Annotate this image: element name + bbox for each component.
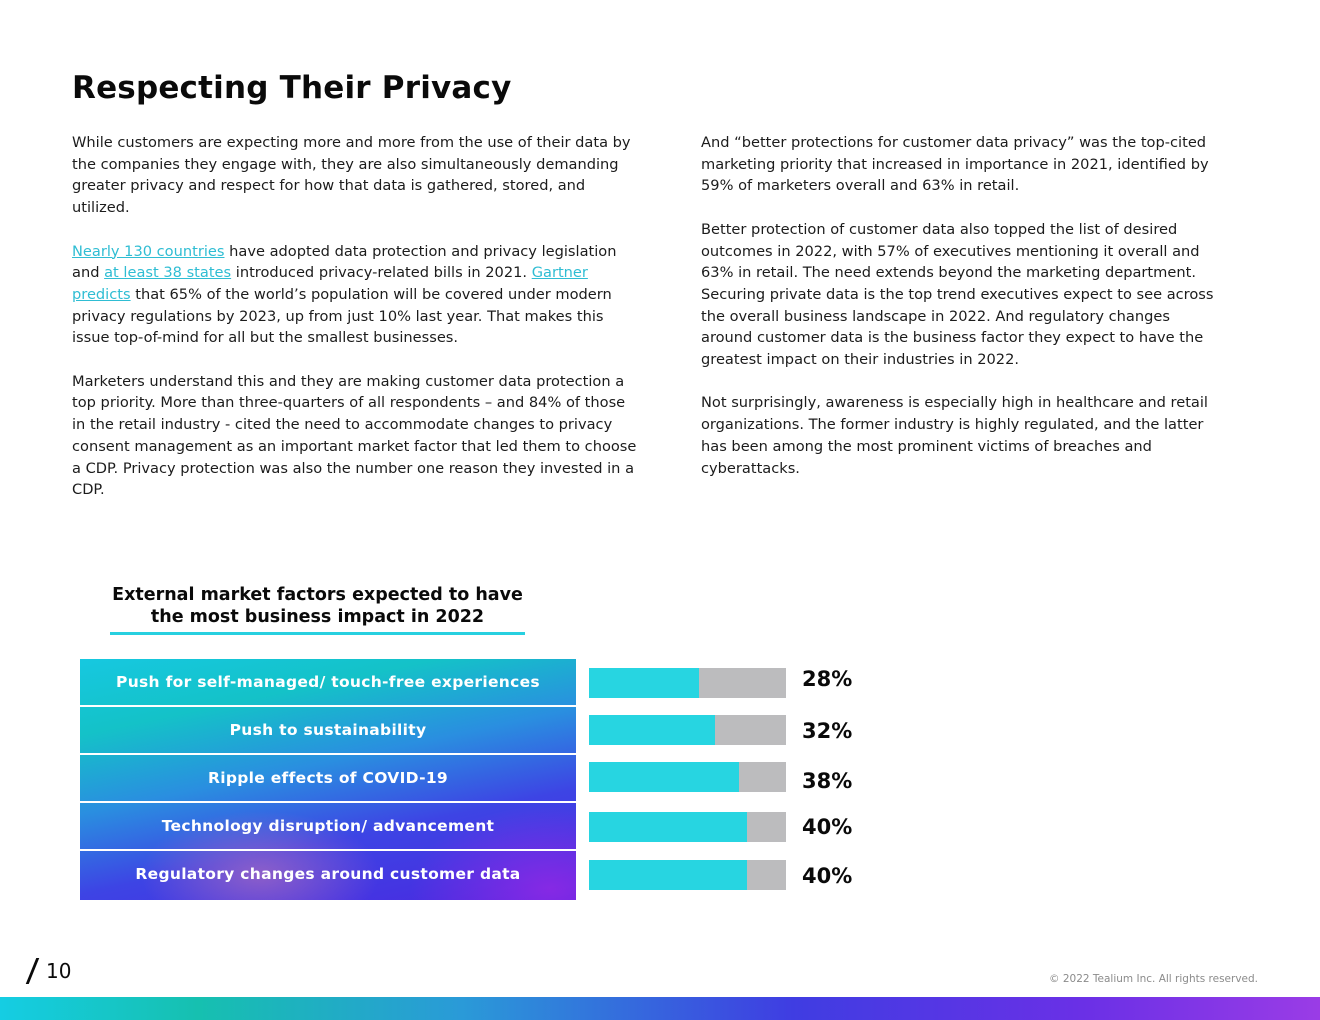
- footer-gradient-bar: [0, 997, 1320, 1020]
- states-link[interactable]: at least 38 states: [104, 264, 232, 282]
- right-paragraph-1: And “better protections for customer data privacy” was the top-cited marketing priority that increased in importance in 2021, identified by 59% of marketers overall and 63% in retail.: [701, 134, 1209, 195]
- countries-link[interactable]: Nearly 130 countries: [72, 242, 225, 260]
- left-paragraph-2-text-2: introduced privacy-related bills in 2021.: [231, 264, 532, 282]
- page-number: [26, 956, 86, 986]
- bar: [589, 715, 715, 745]
- chart-title: [110, 584, 525, 628]
- left-paragraph-3: Marketers understand this and they are making customer data protection a top priority. More than three-quarters of all respondents – and 84% of those in the retail industry - cited the need to accommodate changes to privacy consent management as an important market factor that led them to choose a CDP. Privacy protection was also the number one reason they invested in a CDP.: [72, 372, 637, 499]
- bar-value-label: 28%: [802, 667, 853, 691]
- page-number-text: 10: [46, 959, 72, 983]
- copyright-notice: © 2022 Tealium Inc. All rights reserved.: [1049, 973, 1258, 985]
- bar-track: [589, 860, 786, 890]
- bar: [589, 762, 739, 792]
- page-title: Respecting Their Privacy: [72, 70, 512, 106]
- category-label-panel: [80, 659, 576, 900]
- chart-title-underline: [110, 632, 525, 635]
- category-label: Technology disruption/ advancement: [161, 817, 495, 835]
- right-paragraph-2: Better protection of customer data also topped the list of desired outcomes in 2022, with 57% of executives mentioning it overall and 63% in retail. The need extends beyond the marketing department. Securing private data is the top trend executives expect to see across the overall business landscape in 2022. And regulatory changes around customer data is the business factor they expect to have the greatest impact on their industries in 2022.: [701, 220, 1214, 369]
- left-paragraph-2-text-3: that 65% of the world’s population will be covered under modern privacy regulations by 2023, up from just 10% last year. That makes this issue top-of-mind for all but the smallest businesses.: [72, 285, 612, 347]
- category-label: Regulatory changes around customer data: [135, 865, 521, 883]
- category-label: Push for self-managed/ touch-free experiences: [116, 673, 540, 691]
- left-column: [72, 132, 637, 523]
- chart-title-line-1: External market factors expected to have: [112, 585, 523, 605]
- bar-track: [589, 715, 786, 745]
- left-paragraph-1: While customers are expecting more and more from the use of their data by the companies they engage with, they are also simultaneously demanding greater privacy and respect for how that data is gathered, stored, and utilized.: [72, 134, 631, 217]
- bar: [589, 812, 747, 842]
- bar-track: [589, 812, 786, 842]
- bar-value-label: 32%: [802, 719, 853, 743]
- bar-value-label: 40%: [802, 864, 853, 888]
- chart-title-line-2: the most business impact in 2022: [150, 607, 485, 627]
- bar-value-label: 40%: [802, 815, 853, 839]
- category-label: Push to sustainability: [229, 721, 427, 739]
- category-label: Ripple effects of COVID-19: [207, 769, 449, 787]
- bar-value-label: 38%: [802, 769, 853, 793]
- right-column: [701, 132, 1216, 501]
- slash-mark-icon: [26, 958, 40, 984]
- bar-track: [589, 668, 786, 698]
- left-paragraph-2-text-1: have adopted data protection and privacy legislation and: [72, 242, 617, 282]
- right-paragraph-3: Not surprisingly, awareness is especially high in healthcare and retail organizations. The former industry is highly regulated, and the latter has been among the most prominent victims of breaches and cyberattacks.: [701, 394, 1208, 477]
- left-paragraph-2: [72, 241, 637, 350]
- bar: [589, 860, 747, 890]
- bar-track: [589, 762, 786, 792]
- gartner-link[interactable]: Gartner predicts: [72, 264, 588, 303]
- bar: [589, 668, 699, 698]
